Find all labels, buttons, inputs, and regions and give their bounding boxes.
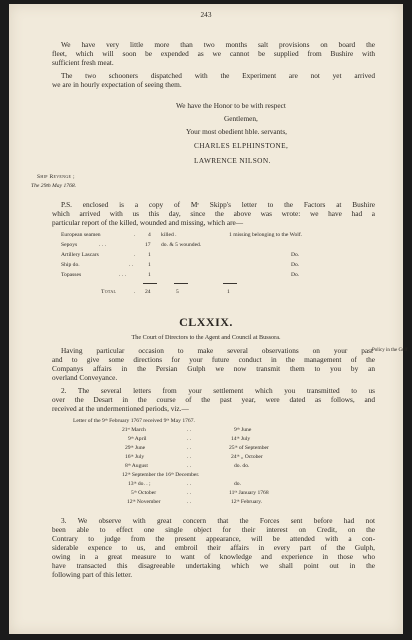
row-killed: 1	[148, 262, 151, 268]
row-dots: . .	[129, 262, 134, 268]
page-number: 243	[200, 10, 212, 19]
row-dots: . . .	[99, 242, 106, 248]
letter-sent: 21ˢᵗ March	[122, 427, 146, 433]
row-label: European seamen	[61, 232, 101, 238]
signature-line: CHARLES ELPHINSTONE,	[194, 141, 289, 150]
section-paragraph-line: siderable expence to us, and embroil their affairs in every part of the Gulph,	[52, 543, 375, 552]
letter-sent: 8ᵗʰ August	[125, 463, 148, 469]
row-label: Topasses	[61, 272, 82, 278]
section-paragraph-line: Contrary to judge from the present appearance, will be attended with a con-	[52, 534, 375, 543]
row-killed: 1	[148, 252, 151, 258]
letter-sent: 29ᵗʰ June	[125, 445, 146, 451]
letter-dots: . .	[187, 499, 192, 505]
row-missing: Do.	[291, 272, 300, 278]
letter-received: 9ᵗʰ June	[234, 427, 252, 433]
row-wounded: killed .	[161, 232, 177, 238]
signature-line: LAWRENCE NILSON.	[194, 156, 271, 165]
letter-sent: 13ᵗʰ do. . ;	[128, 481, 151, 487]
row-dots: . . .	[119, 272, 126, 278]
letter-dots: . .	[187, 445, 192, 451]
postscript-line: which arrived with us this day, since the above was wrote: we have had a	[52, 209, 375, 218]
row-label: Artillery Lascars	[61, 252, 99, 258]
row-wounded: do. & 5 wounded.	[161, 242, 202, 248]
letter-dots: . .	[187, 490, 192, 496]
row-missing: 1 missing belonging to the Wolf.	[229, 232, 303, 238]
sum-rule	[223, 283, 237, 284]
letter-dots: . .	[187, 436, 192, 442]
row-dots: .	[134, 252, 136, 258]
letter-sent: 12ᵗʰ September the 16ᵗʰ December.	[122, 472, 200, 478]
postscript-line: P.S. enclosed is a copy of Mʳ Skipp's letter to the Factors at Bushire	[61, 200, 375, 209]
row-killed: 4	[148, 232, 151, 238]
paragraph-line: We have very little more than two months salt provisions on board the	[61, 40, 375, 49]
paragraph-line: fleet, which will soon be expended as we cannot be supplied from Bushire with	[52, 49, 375, 58]
row-dots: .	[134, 232, 136, 238]
letter-dots: . .	[187, 427, 192, 433]
letter-received: 11ᵗʰ January 1768	[229, 490, 269, 496]
total-dots: .	[134, 289, 136, 295]
row-missing: Do.	[291, 262, 300, 268]
paragraph-line: sufficient fresh meat.	[52, 58, 114, 67]
place-line: Ship Revenge ;	[37, 174, 75, 180]
row-killed: 1	[148, 272, 151, 278]
paragraph-line: we are in hourly expectation of seeing them.	[52, 80, 182, 89]
total-missing: 1	[227, 289, 230, 295]
section-paragraph-line: 3. We observe with great concern that the Forces sent before had not	[61, 516, 375, 525]
letter-sent: 5ᵗʰ October	[131, 490, 157, 496]
section-paragraph-line: and to give some directions for your future conduct in the management of the	[52, 355, 375, 364]
letter-sent: 12ᵗʰ November	[127, 499, 161, 505]
sum-rule	[143, 283, 157, 284]
letter-received: 24ᵗʰ „ October	[231, 454, 263, 460]
letter-received: 25ᵗʰ of September	[229, 445, 269, 451]
document-page	[9, 4, 409, 634]
section-paragraph-line: been able to effect one single object for their interest on Credit, on the	[52, 525, 375, 534]
letter-dots: . .	[187, 481, 192, 487]
date-line: The 29th May 1768.	[31, 183, 77, 189]
section-paragraph-line: Having particular occasion to make several observations on your past	[61, 346, 373, 355]
row-label: Sepoys	[61, 242, 78, 248]
row-missing: Do.	[291, 252, 300, 258]
letters-intro: Letter of the 9ᵗʰ February 1767 received 9ᵗʰ May 1767.	[73, 418, 195, 424]
total-label: Total	[101, 289, 117, 295]
total-killed: 24	[145, 289, 151, 295]
section-paragraph-line: overland Conveyance.	[52, 373, 118, 382]
section-paragraph-line: Companys affairs in the Persian Gulph we now transmit them to you by an	[52, 364, 375, 373]
closing-line: We have the Honor to be with respect	[176, 101, 286, 110]
row-killed: 17	[145, 242, 151, 248]
paragraph-line: The two schooners dispatched with the Experiment are not yet arrived	[61, 71, 375, 80]
letter-dots: . .	[187, 463, 192, 469]
section-subtitle: The Court of Directors to the Agent and Council at Bussora.	[131, 334, 281, 341]
letter-received: do.	[234, 481, 241, 487]
letter-dots: . .	[187, 454, 192, 460]
row-label: Ship do.	[61, 262, 80, 268]
letter-received: 14ᵗʰ July	[231, 436, 251, 442]
section-paragraph-line: received at the undermentioned periods, viz.—	[52, 404, 189, 413]
section-paragraph-line: over the Desart in the course of the past year, were dated as follows, and	[52, 395, 375, 404]
margin-note: Policy in the Gulf.	[372, 348, 409, 353]
letter-received: 12ᵗʰ February.	[231, 499, 263, 505]
section-number: CLXXIX.	[179, 315, 233, 329]
closing-line: Gentlemen,	[224, 114, 258, 123]
section-paragraph-line: have transacted this disagreeable undertaking which we shall point out in the	[52, 561, 375, 570]
closing-line: Your most obedient hble. servants,	[186, 127, 288, 136]
letter-received: do. do.	[234, 463, 250, 469]
letter-sent: 16ᵗʰ July	[125, 454, 145, 460]
section-paragraph-line: owing in a great measure to want of knowledge and experience in those who	[52, 552, 375, 561]
section-paragraph-line: 2. The several letters from your settlement which you transmitted to us	[61, 386, 375, 395]
postscript-line: particular report of the killed, wounded and missing, which are—	[52, 218, 244, 227]
sum-rule	[174, 283, 188, 284]
letter-sent: 9ᵗʰ April	[128, 436, 147, 442]
total-wounded: 5	[176, 289, 179, 295]
section-paragraph-line: following part of this letter.	[52, 570, 133, 579]
